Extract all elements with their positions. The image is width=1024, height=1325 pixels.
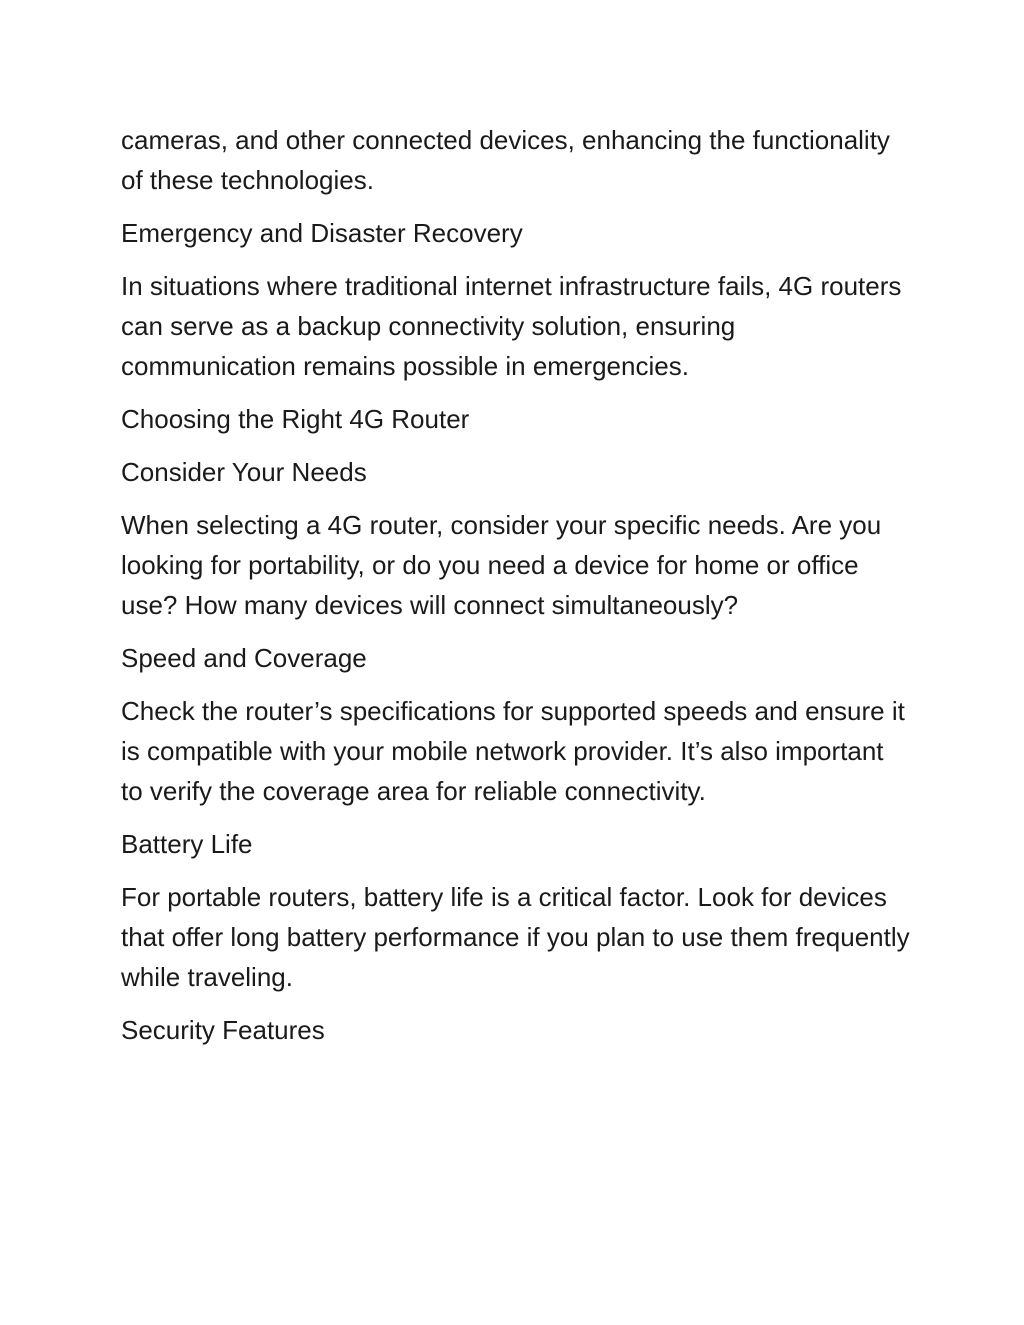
heading-battery-life: Battery Life bbox=[121, 829, 253, 859]
heading-choosing-router: Choosing the Right 4G Router bbox=[121, 404, 470, 434]
paragraph-consider-needs: When selecting a 4G router, consider your specific needs. Are you looking for portability, or do you need a device for home or office use? How many devices will connect simultaneously? bbox=[121, 510, 882, 620]
heading-consider-needs: Consider Your Needs bbox=[121, 457, 367, 487]
heading-speed-coverage: Speed and Coverage bbox=[121, 643, 367, 673]
paragraph-battery-life: For portable routers, battery life is a critical factor. Look for devices that offer long battery performance if you plan to use them frequently while traveling. bbox=[121, 882, 910, 992]
document-body bbox=[121, 120, 911, 1063]
heading-security-features: Security Features bbox=[121, 1015, 325, 1045]
paragraph-speed-coverage: Check the router’s specifications for supported speeds and ensure it is compatible with your mobile network provider. It’s also important to verify the coverage area for reliable connectivity. bbox=[121, 696, 905, 806]
paragraph-emergency-backup: In situations where traditional internet infrastructure fails, 4G routers can serve as a backup connectivity solution, ensuring communication remains possible in emergencies. bbox=[121, 271, 902, 381]
heading-emergency-disaster-recovery: Emergency and Disaster Recovery bbox=[121, 218, 523, 248]
paragraph-connected-devices: cameras, and other connected devices, enhancing the functionality of these technologies. bbox=[121, 125, 890, 195]
